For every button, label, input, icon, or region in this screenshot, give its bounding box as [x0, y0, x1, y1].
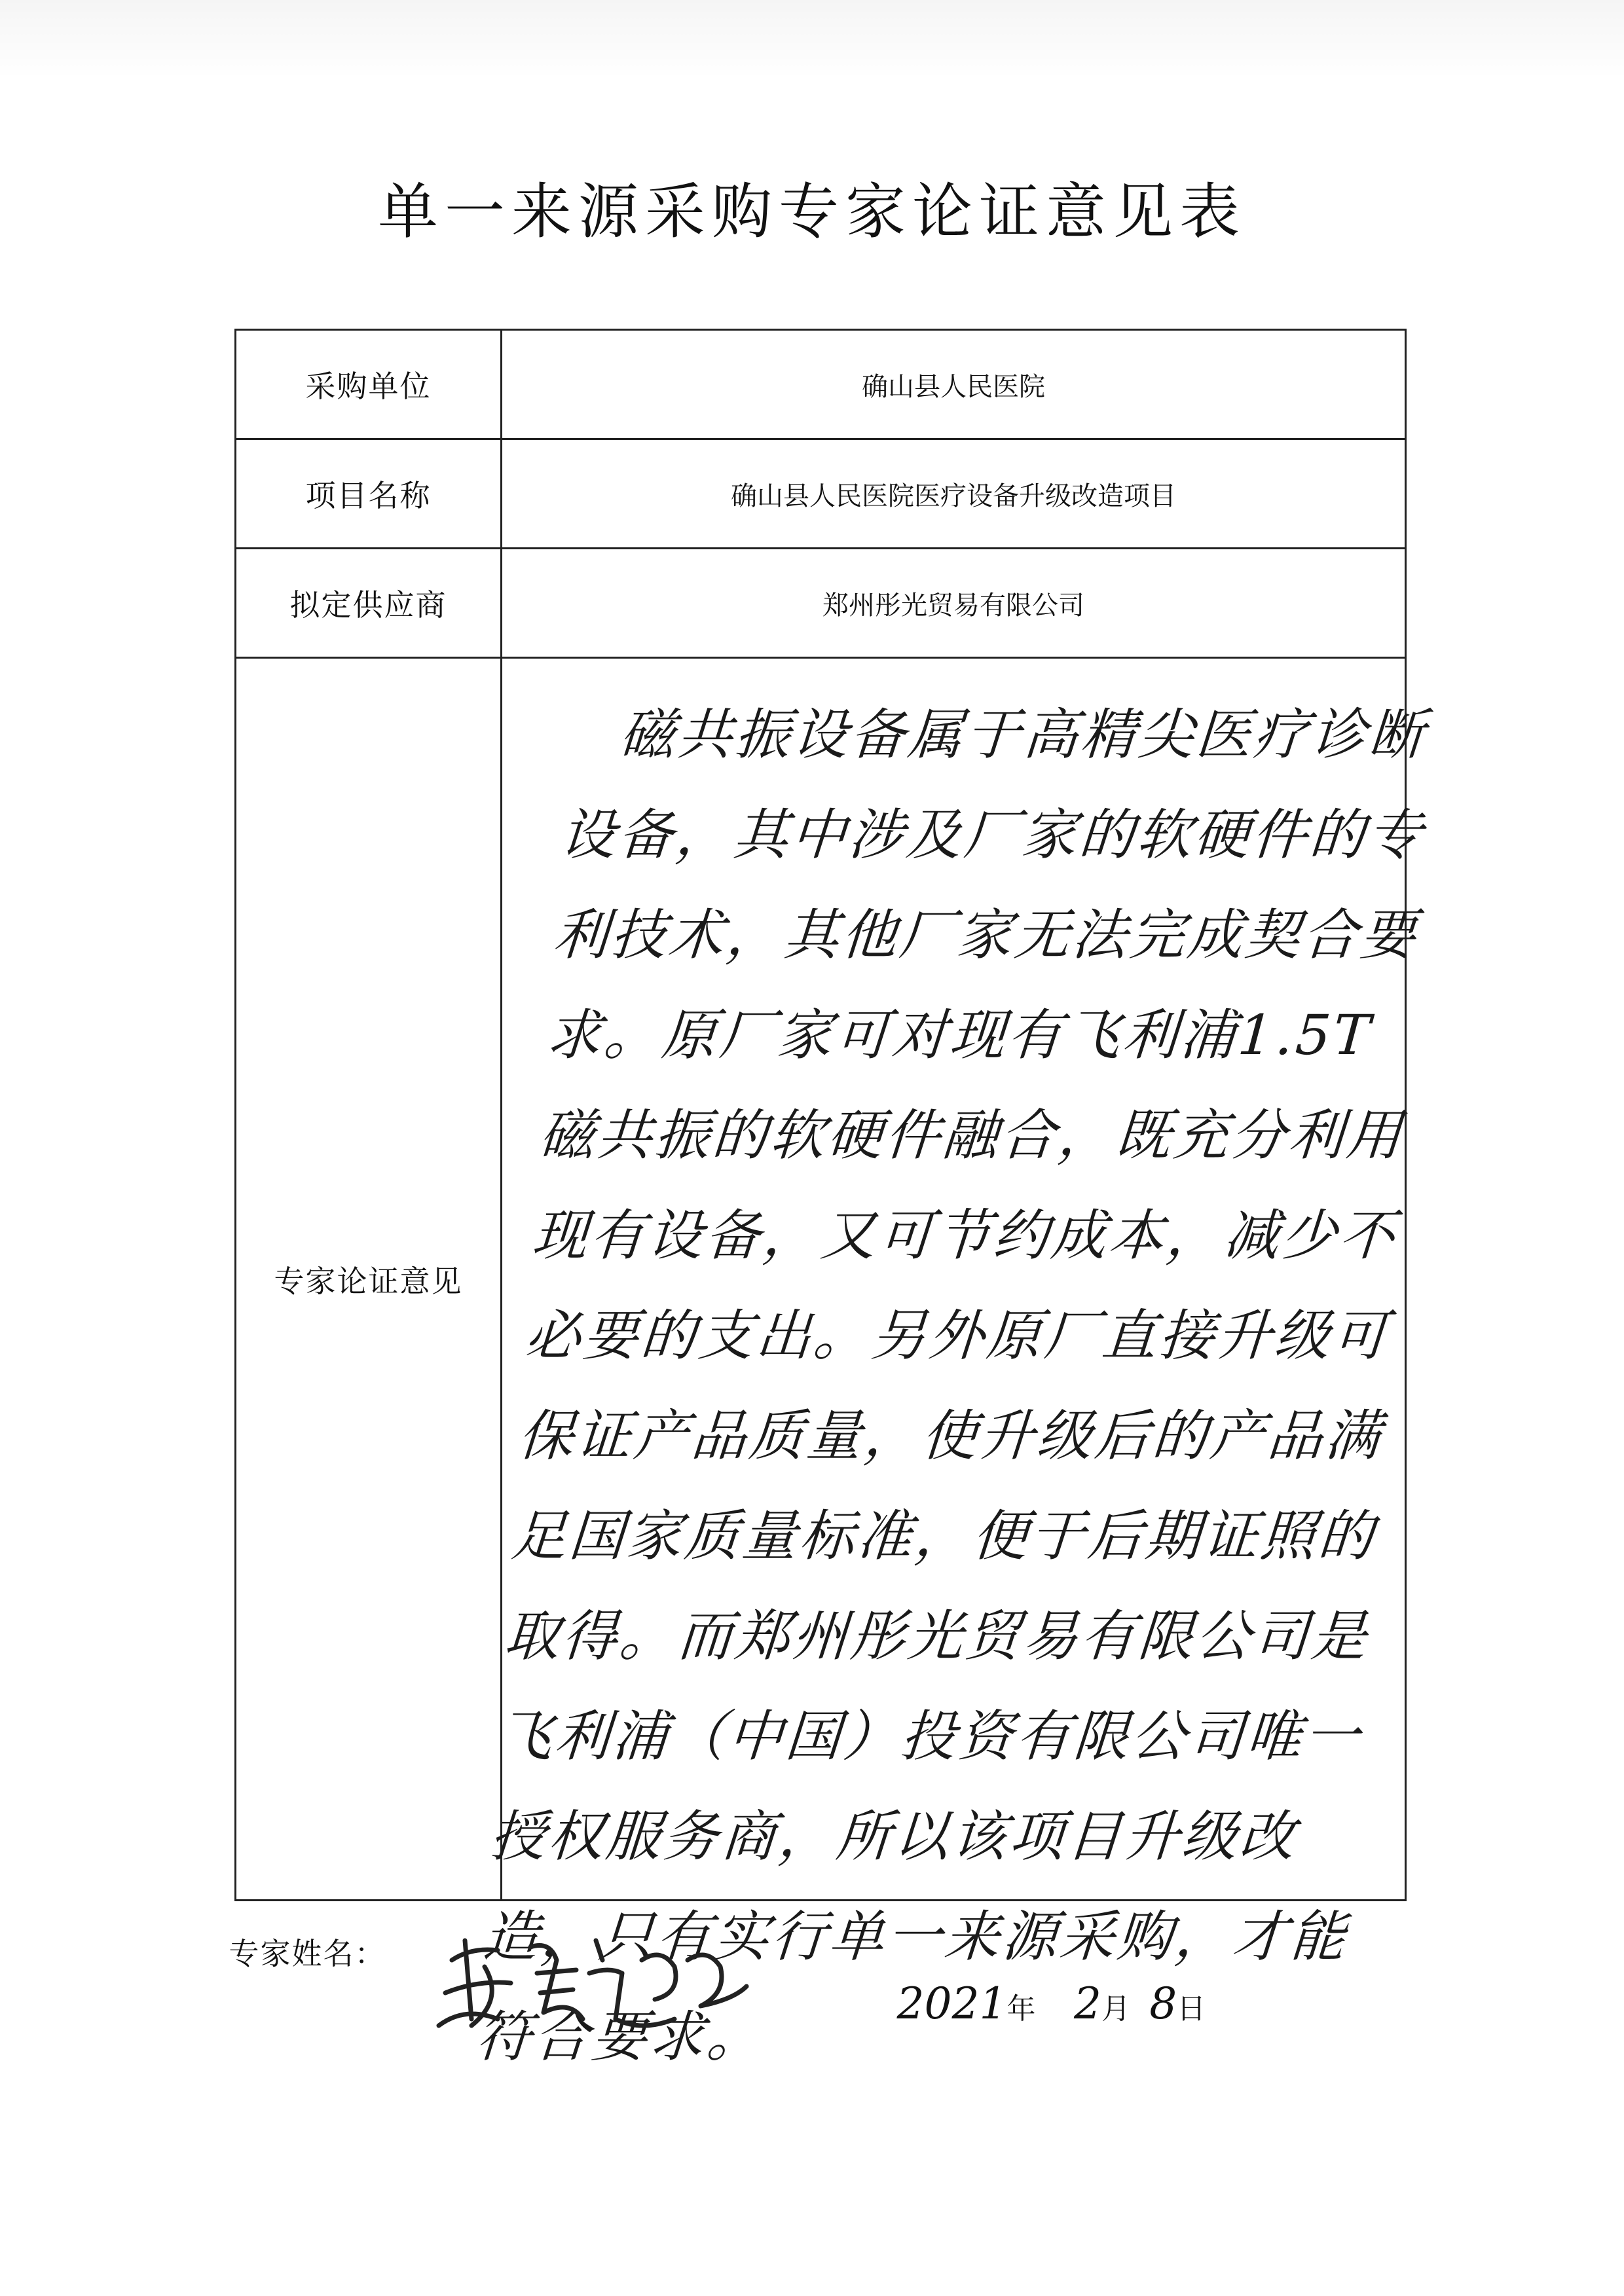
page-title: 单一来源采购专家论证意见表	[377, 177, 1246, 247]
table-row	[236, 330, 1406, 439]
supplier-value: 郑州彤光贸易有限公司	[502, 549, 1406, 658]
scan-edge-noise	[0, 0, 1624, 79]
date-year: 2021	[896, 1978, 1007, 2029]
project-name-label: 项目名称	[236, 439, 502, 549]
supplier-label: 拟定供应商	[236, 549, 502, 658]
date-month-unit: 月	[1101, 1992, 1130, 2026]
date-year-unit: 年	[1006, 1992, 1036, 2026]
signing-date	[897, 1978, 1206, 2029]
project-name-value: 确山县人民医院医疗设备升级改造项目	[502, 439, 1406, 549]
date-day: 8	[1149, 1978, 1177, 2029]
purchaser-label: 采购单位	[236, 330, 502, 439]
date-day-unit: 日	[1177, 1992, 1206, 2026]
expert-name-label: 专家姓名：	[229, 1936, 386, 1971]
signature-cell	[229, 1901, 1406, 2149]
handwritten-opinion: 磁共振设备属于高精尖医疗诊断设备，其中涉及厂家的软硬件的专利技术，其他厂家无法完成契合要求。原厂家可对现有飞利浦1.5T磁共振的软硬件融合，既充分利用现有设备，又可节约成本，减少不必要的支出。另外原厂直接升级可保证产品质量，使升级后的产品满足国家质量标准，便于后期证照的取得。而郑州彤光贸易有限公司是飞利浦（中国）投资有限公司唯一授权服务商，所以该项目升级改造，只有实行单一来源采购，才能符合要求。	[474, 702, 1430, 2069]
table-row	[236, 439, 1406, 549]
table-row	[236, 658, 1406, 1901]
opinion-form-table	[229, 329, 1430, 2149]
opinion-label: 专家论证意见	[236, 658, 502, 1901]
handwritten-signature	[426, 1921, 753, 2039]
signature-row	[236, 1901, 1406, 2149]
purchaser-value: 确山县人民医院	[502, 330, 1406, 439]
date-month: 2	[1073, 1978, 1101, 2029]
table-row	[236, 549, 1406, 658]
